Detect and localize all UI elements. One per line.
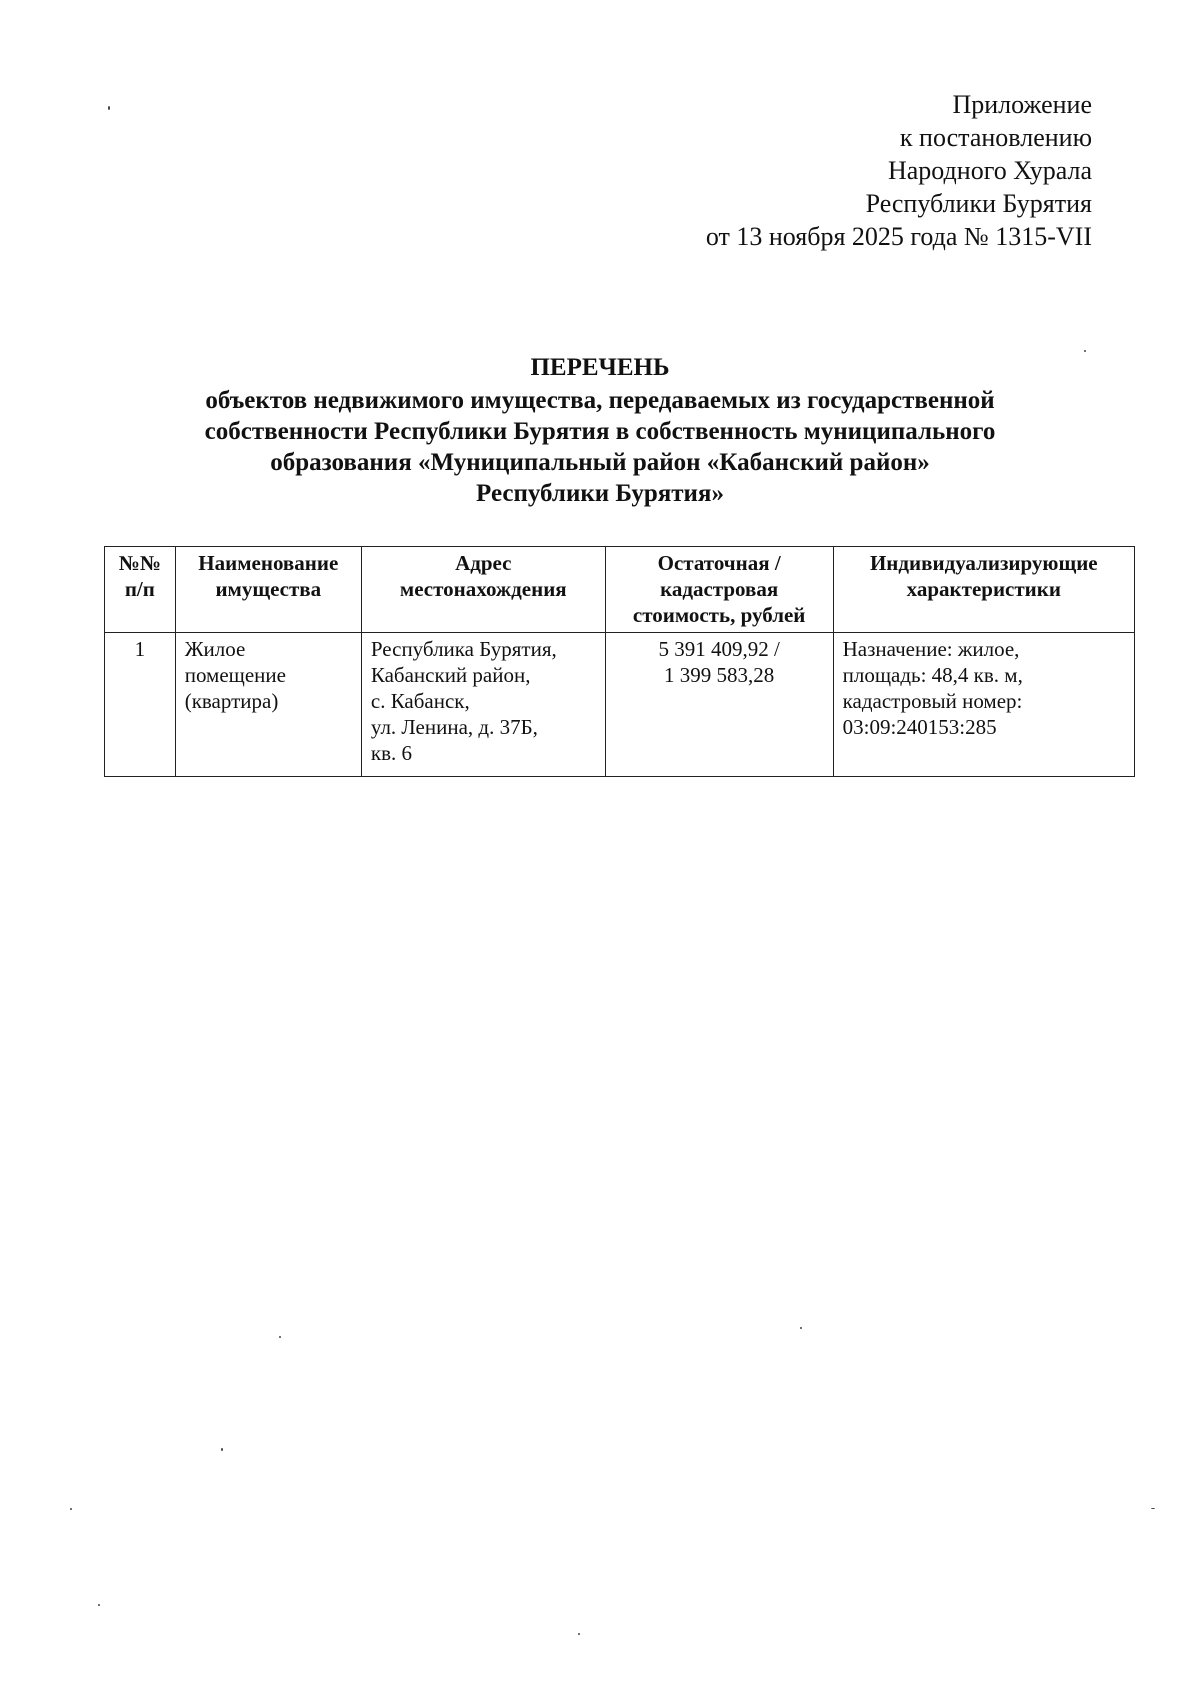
cell-cost-line: 1 399 583,28 (664, 663, 775, 687)
scan-speck (279, 1336, 281, 1338)
cell-address-line: кв. 6 (370, 741, 412, 765)
header-number (105, 547, 176, 633)
header-address (361, 547, 605, 633)
header-cost-line: кадастровая (660, 577, 779, 601)
cell-address (361, 633, 605, 777)
header-name-line: имущества (215, 577, 322, 601)
document-title: ПЕРЕЧЕНЬ (530, 354, 670, 381)
cell-address-line: ул. Ленина, д. 37Б, (370, 715, 538, 739)
header-cost-line: Остаточная / (657, 551, 781, 575)
appendix-line: к постановлению (899, 123, 1092, 152)
header-characteristics (833, 547, 1134, 633)
cell-cost (605, 633, 833, 777)
cell-number: 1 (105, 633, 176, 777)
cell-name-line: (квартира) (184, 689, 279, 713)
scan-speck (70, 1508, 72, 1510)
scan-speck (1084, 350, 1086, 352)
header-cost (605, 547, 833, 633)
header-number-line: №№ (118, 551, 161, 575)
cell-name-line: Жилое (184, 637, 246, 661)
scan-speck (1151, 1508, 1155, 1509)
appendix-line: Республики Бурятия (865, 189, 1092, 218)
scan-speck (578, 1633, 580, 1635)
document-subtitle-line: образования «Муниципальный район «Кабанский район» (270, 449, 930, 476)
cell-name (175, 633, 361, 777)
header-name-line: Наименование (198, 551, 339, 575)
appendix-date-line: от 13 ноября 2025 года № 1315-VII (705, 222, 1092, 251)
cell-characteristics (833, 633, 1134, 777)
cell-characteristics-line: 03:09:240153:285 (842, 715, 997, 739)
scan-speck (221, 1448, 223, 1451)
cell-cost-line: 5 391 409,92 / (658, 637, 780, 661)
cell-name-line: помещение (184, 663, 286, 687)
appendix-line: Приложение (952, 90, 1092, 119)
header-characteristics-line: Индивидуализирующие (869, 551, 1098, 575)
cell-address-line: Республика Бурятия, (370, 637, 557, 661)
header-address-line: Адрес (455, 551, 512, 575)
header-name (175, 547, 361, 633)
appendix-line: Народного Хурала (887, 156, 1092, 185)
table-header-row (105, 547, 1135, 633)
scan-speck (800, 1327, 802, 1329)
document-subtitle-line: собственности Республики Бурятия в собственность муниципального (204, 418, 996, 445)
cell-address-line: Кабанский район, (370, 663, 531, 687)
table-row (105, 633, 1135, 777)
scan-speck (98, 1604, 100, 1606)
cell-characteristics-line: кадастровый номер: (842, 689, 1023, 713)
property-table (104, 546, 1135, 777)
header-number-line: п/п (124, 577, 155, 601)
header-cost-line: стоимость, рублей (632, 603, 806, 627)
document-title-block (100, 352, 1100, 509)
document-subtitle-line: объектов недвижимого имущества, передаваемых из государственной (205, 387, 995, 414)
cell-characteristics-line: площадь: 48,4 кв. м, (842, 663, 1023, 687)
header-characteristics-line: характеристики (906, 577, 1061, 601)
header-address-line: местонахождения (399, 577, 567, 601)
cell-address-line: с. Кабанск, (370, 689, 470, 713)
cell-characteristics-line: Назначение: жилое, (842, 637, 1020, 661)
appendix-block (706, 88, 1092, 253)
scan-speck (108, 106, 110, 110)
document-subtitle-line: Республики Бурятия» (476, 480, 724, 507)
